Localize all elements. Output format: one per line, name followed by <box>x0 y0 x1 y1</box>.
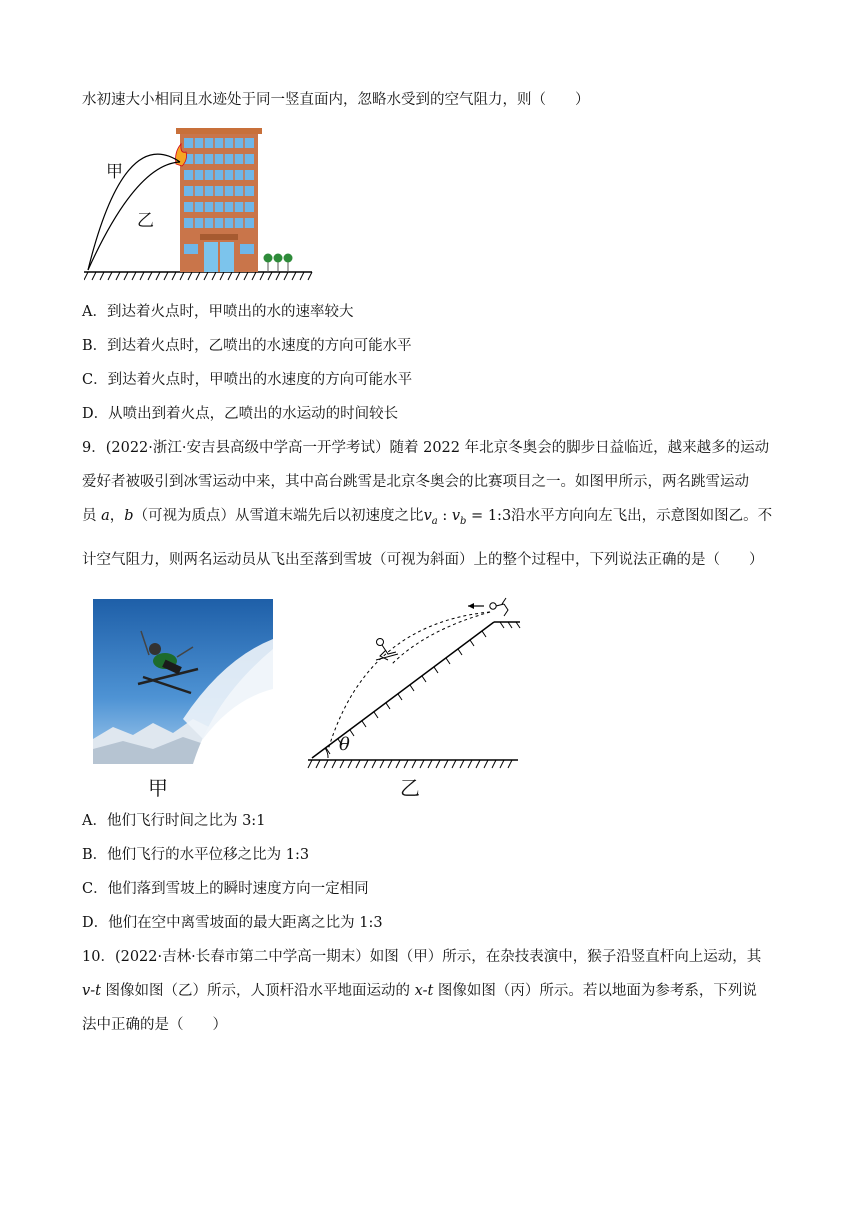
q8-option-b: B．到达着火点时，乙喷出的水速度的方向可能水平 <box>82 338 412 354</box>
q8-option-d: D．从喷出到着火点，乙喷出的水运动的时间较长 <box>82 406 399 422</box>
q9-option-d: D．他们在空中离雪坡面的最大距离之比为 1:3 <box>82 915 383 931</box>
q10-line-1: 10．(2022·吉林·长春市第二中学高一期末）如图（甲）所示，在杂技表演中，猴子沿竖直杆向上运动，其 <box>82 949 762 965</box>
fire-building-figure <box>84 124 316 284</box>
q10-line-2: v-t 图像如图（乙）所示，人顶杆沿水平地面运动的 x-t 图像如图（丙）所示。若以地面为参考系，下列说 <box>82 983 757 999</box>
q8-option-a: A．到达着火点时，甲喷出的水的速率较大 <box>82 304 354 320</box>
q9-line-2: 爱好者被吸引到冰雪运动中来，其中高台跳雪是北京冬奥会的比赛项目之一。如图甲所示，两名跳雪运动 <box>82 474 749 490</box>
q8-option-c: C．到达着火点时，甲喷出的水速度的方向可能水平 <box>82 372 413 388</box>
angle-theta-label: θ <box>339 734 350 755</box>
q9-line-1: 9．(2022·浙江·安吉县高级中学高一开学考试）随着 2022 年北京冬奥会的脚步日益临近，越来越多的运动 <box>82 440 770 456</box>
q10-line-3: 法中正确的是（ ） <box>82 1017 227 1033</box>
q9-option-a: A．他们飞行时间之比为 3:1 <box>82 813 266 829</box>
q9-option-b: B．他们飞行的水平位移之比为 1:3 <box>82 847 310 863</box>
ski-jump-photo <box>93 599 273 764</box>
trajectory-label-jia: 甲 <box>106 162 123 182</box>
slope-diagram <box>306 594 522 770</box>
velocity-ratio: 1:3 <box>487 508 512 524</box>
figure-yi-caption: 乙 <box>400 776 420 800</box>
q9-line-4: 计空气阻力，则两名运动员从飞出至落到雪坡（可视为斜面）上的整个过程中，下列说法正确的是（ ） <box>82 552 764 568</box>
question-intro-text: 水初速大小相同且水迹处于同一竖直面内，忽略水受到的空气阻力，则（ ） <box>82 92 590 108</box>
figure-jia-caption: 甲 <box>148 776 168 800</box>
q9-line-3: 员 a，b（可视为质点）从雪道末端先后以初速度之比$v_a$ : $v_b$ = 1:3沿水平方向向左飞出，示意图如图乙。不 <box>82 508 773 527</box>
q9-option-c: C．他们落到雪坡上的瞬时速度方向一定相同 <box>82 881 369 897</box>
trajectory-label-yi: 乙 <box>137 211 154 231</box>
